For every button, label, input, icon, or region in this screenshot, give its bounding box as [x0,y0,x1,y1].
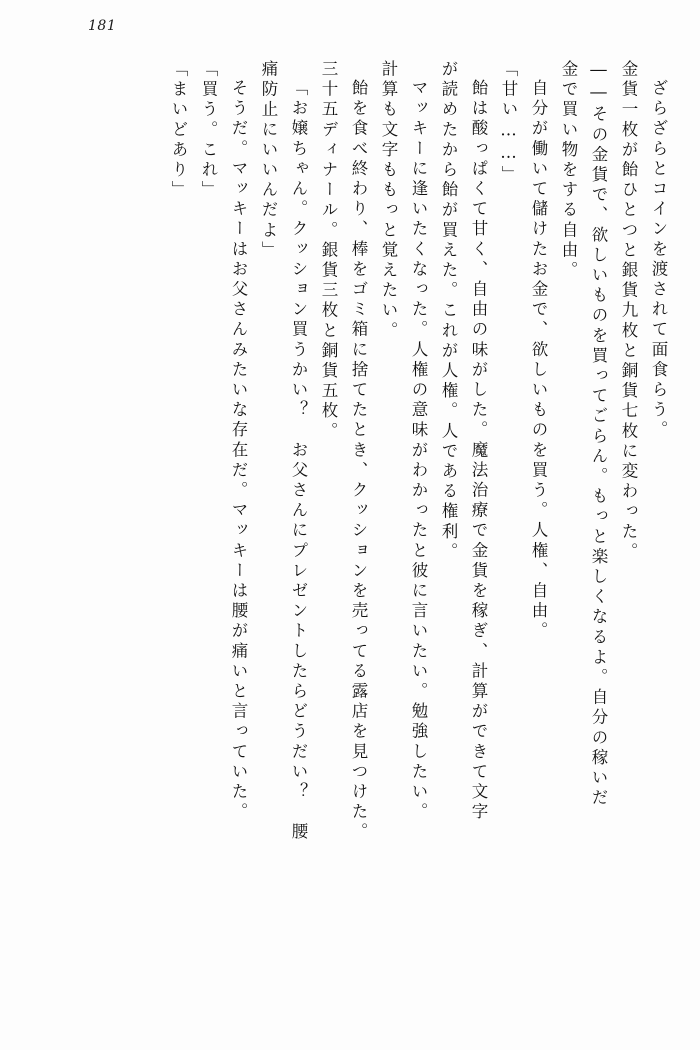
text-line: ――その金貨で、欲しいものを買ってごらん。もっと楽しくなるよ。自分の稼いだ [589,60,608,809]
text-line: 三十五ディナール。銀貨三枚と銅貨五枚。 [319,60,338,442]
page-number: 181 [88,18,117,34]
text-line: が読めたから飴が買えた。これが人権。人である権利。 [439,60,458,563]
text-line: 「甘い……」 [499,60,518,186]
text-line: 飴を食べ終わり、棒をゴミ箱に捨てたとき、クッションを売ってる露店を見つけた。 [349,79,368,843]
text-line: 計算も文字ももっと覚えたい。 [379,60,398,342]
text-line: 「まいどあり」 [169,60,188,201]
vertical-text-body [40,60,666,990]
text-line: 飴は酸っぱくて甘く、自由の味がした。魔法治療で金貨を稼ぎ、計算ができて文字 [469,79,488,823]
text-line: そうだ。マッキーはお父さんみたいな存在だ。マッキーは腰が痛いと言っていた。 [229,79,248,823]
text-line: マッキーに逢いたくなった。人権の意味がわかったと彼に言いたい。勉強したい。 [409,79,428,823]
text-line: ざらざらとコインを渡されて面食らう。 [649,79,668,441]
text-line: 痛防止にいいんだよ」 [259,60,278,261]
text-line: 金で買い物をする自由。 [559,60,578,282]
text-line: 「お嬢ちゃん。クッション買うかい？ お父さんにプレゼントしたらどうだい？ 腰 [289,79,308,843]
text-line: 金貨一枚が飴ひとつと銀貨九枚と銅貨七枚に変わった。 [619,60,638,563]
text-line: 「買う。これ」 [199,60,218,201]
text-line: 自分が働いて儲けたお金で、欲しいものを買う。人権、自由。 [529,79,548,642]
